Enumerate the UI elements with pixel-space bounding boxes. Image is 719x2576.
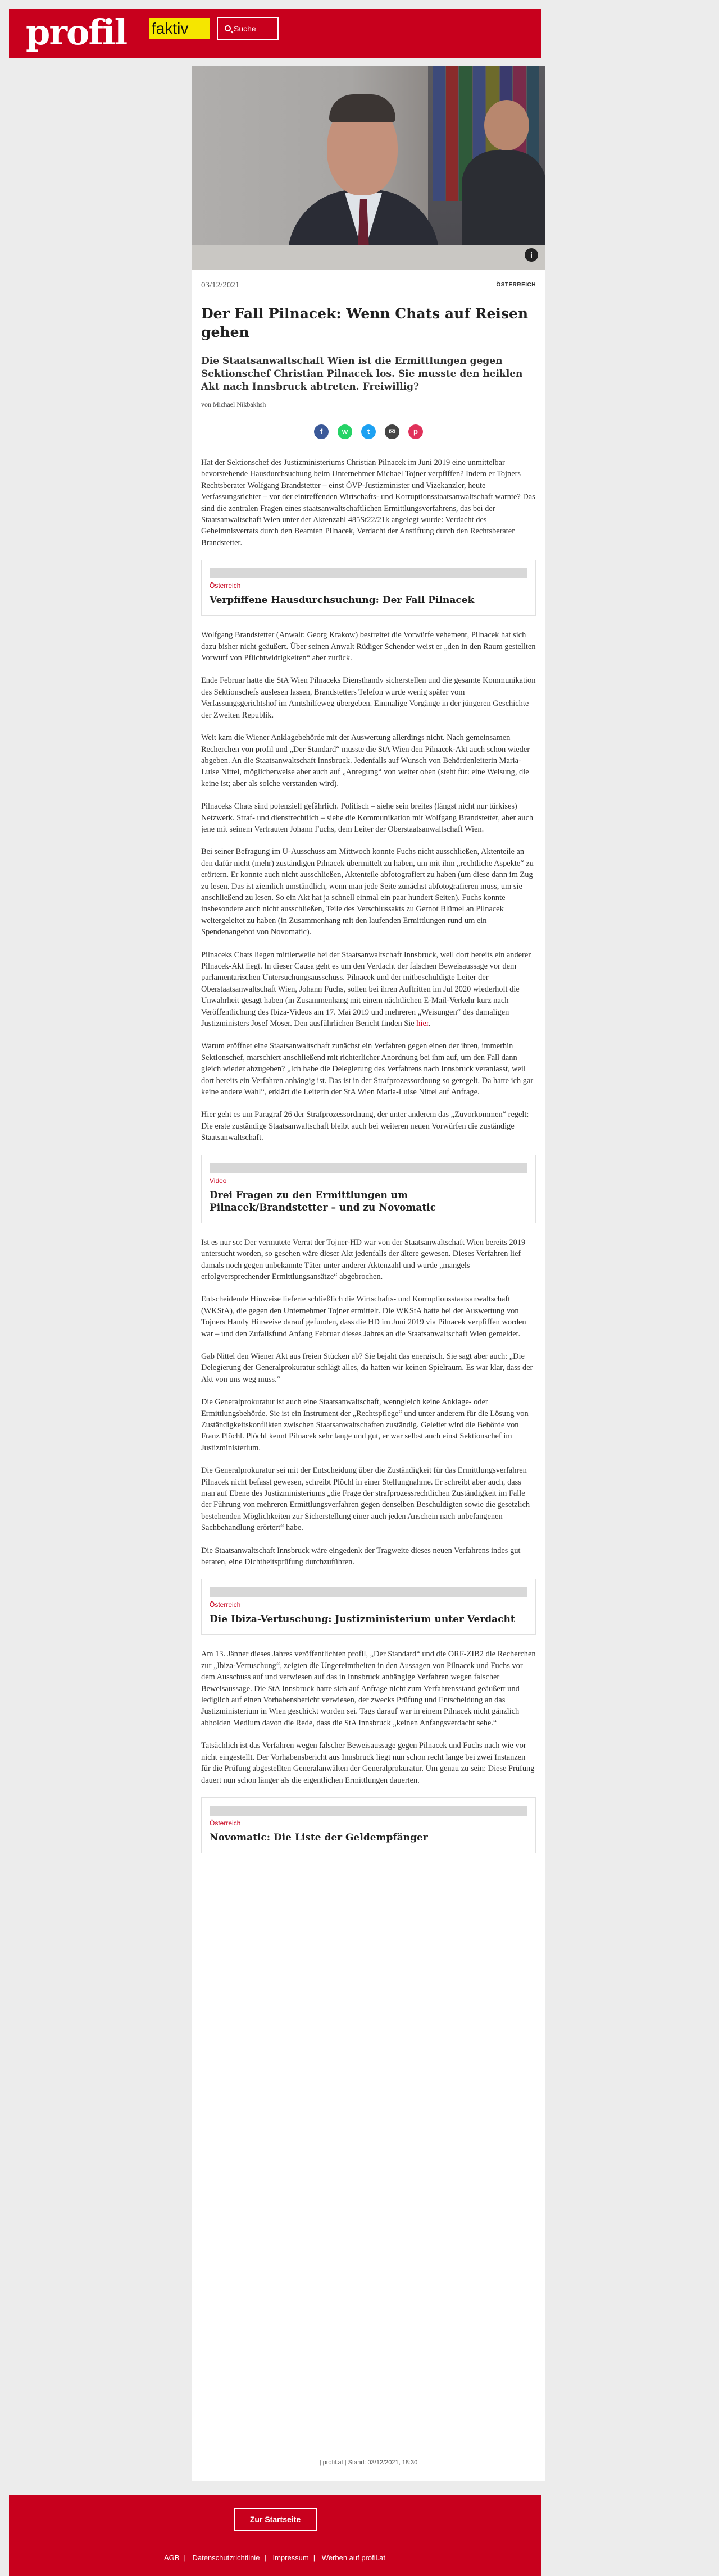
share-bar bbox=[201, 424, 536, 445]
paragraph: Die Generalprokuratur ist auch eine Staatsanwaltschaft, wenngleich keine Anklage- oder Ermittlungsbehörde. Sie ist ein Instrument der „Rechtspflege“ und unter anderem für die Lösung von Zuständigkeitskonflikten zwischen Staatsanwaltschaften zuständig. Geleitet wird die Behörde von Franz Plöchl. Plöchl kennt Pilnacek sehr lange und gut, er war selbst auch einst Sektionschef im Justizministerium. bbox=[201, 1397, 529, 1453]
paragraph: Tatsächlich ist das Verfahren wegen falscher Beweisaussage gegen Pilnacek und Fuchs nach wie vor nicht eingestellt. Der Vorhabensbericht aus Innsbruck liegt nun schon recht lange bei zwei Instanzen für die Prüfung abgestellten Generalanwälten der Generalprokuratur. Um genau zu sein: Diese Prüfung dauert nun schon länger als die eigentlichen Ermittlungen dauerten. bbox=[201, 1741, 535, 1785]
paragraph: Entscheidende Hinweise lieferte schließlich die Wirtschafts- und Korruptionsstaatsanwaltschaft (WKStA), die gegen den Unternehmer Tojner ermittelt. Die WKStA hatte bei der Auswertung von Tojners Handy Hinweise darauf gefunden, dass die HD im Juni 2019 via Pilnacek verpfiffen worden war – und den Zufallsfund Anfang Februar dieses Jahres an die Staatsanwaltschaft Wien gemeldet. bbox=[201, 1295, 526, 1339]
faktiv-badge[interactable]: faktiv bbox=[149, 18, 210, 39]
related-teaser[interactable] bbox=[201, 1155, 536, 1223]
teaser-category: Österreich bbox=[210, 582, 241, 590]
article-title: Der Fall Pilnacek: Wenn Chats auf Reisen gehen bbox=[201, 305, 529, 340]
teaser-title[interactable]: Die Ibiza-Vertuschung: Justizministerium unter Verdacht bbox=[210, 1614, 515, 1625]
profil-logo[interactable]: profil bbox=[26, 12, 127, 53]
paragraph: Bei seiner Befragung im U-Ausschuss am Mittwoch konnte Fuchs nicht ausschließen, Aktenteile an den dafür nicht (mehr) zuständigen Pilnacek übermittelt zu haben, um mit ihm „rechtliche Aspekte“ zu erörtern. Er konnte auch nicht ausschließen, Aktenteile abfotografiert zu haben (um diese dann im Zug zu lesen. Das ist ziemlich umständlich, wenn man jede Seite zunächst abfotografieren muss, um sie anschließend zu lesen. So ein Akt hat ja schnell einmal ein paar hundert Seiten). Fuchs konnte insbesondere auch nicht ausschließen, Teile des Verschlussakts zu Gernot Blümel an Pilnacek weitergeleitet zu haben (in Zusammenhang mit den laufenden Ermittlungen rund um ein Spendenangebot von Novomatic). bbox=[201, 847, 534, 937]
image-info-icon[interactable]: i bbox=[525, 248, 538, 262]
teaser-title[interactable]: Drei Fragen zu den Ermittlungen um Pilnacek/Brandstetter – und zu Novomatic bbox=[210, 1189, 436, 1213]
paragraph: Pilnaceks Chats sind potenziell gefährlich. Politisch – siehe sein breites (längst nicht nur türkises) Netzwerk. Straf- und dienstrechtlich – siehe die Kommunikation mit Wolfgang Brandstetter, aber auch jene mit seinem Vertrauten Johann Fuchs, dem Leiter der Oberstaatsanwaltschaft Wien. bbox=[201, 802, 534, 834]
footer-link-agb[interactable]: AGB bbox=[164, 2554, 180, 2562]
footer-link-datenschutz[interactable]: Datenschutzrichtlinie bbox=[192, 2554, 260, 2562]
article-footer-meta: | profil.at | Stand: 03/12/2021, 18:30 bbox=[319, 2459, 418, 2466]
related-teaser[interactable] bbox=[201, 560, 536, 616]
teaser-category: Österreich bbox=[210, 1819, 241, 1827]
related-teaser[interactable] bbox=[201, 1579, 536, 1635]
whatsapp-share-icon[interactable]: w bbox=[338, 424, 352, 439]
facebook-share-icon[interactable]: f bbox=[314, 424, 329, 439]
paragraph: Ende Februar hatte die StA Wien Pilnaceks Diensthandy sicherstellen und die gesamte Kommunikation des Sektionschefs auslesen lassen, Brandstetters Telefon wurde wenig später vom Verfassungsgerichtshof im Amtshilfeweg übergeben. Einmalige Vorgänge in der jüngeren Geschichte der Zweiten Republik. bbox=[201, 676, 536, 720]
paragraph: Am 13. Jänner dieses Jahres veröffentlichten profil, „Der Standard“ und die ORF-ZIB2 die Recherchen zur „Ibiza-Vertuschung“, zeigten die Ungereimtheiten in den Aussagen von Pilnacek und Fuchs vor dem Ausschuss auf und verwiesen auf das in Innsbruck anhängige Verfahren wegen falscher Beweisaussage. Die StA Innsbruck hatte sich auf Anfrage nicht zum Verfahrensstand geäußert und lediglich auf einen Vorhabensbericht verwiesen, der zwecks Prüfung und Entscheidung an das Justizministerium in Wien geschickt worden sei. Tags darauf war in einem Pilnacek nicht gänzlich abholden Medium davon die Rede, dass die StA Innsbruck „keinen Anfangsverdacht sehe.“ bbox=[201, 1650, 536, 1728]
paragraph: Hier geht es um Paragraf 26 der Strafprozessordnung, der unter anderem das „Zuvorkommen“ regelt: Die erste zuständige Staatsanwaltschaft bleibt auch bei weiteren neuen Vorwürfen die zuständige Staatsanwaltschaft. bbox=[201, 1110, 529, 1143]
paragraph: Die Staatsanwaltschaft Innsbruck wäre eingedenk der Tragweite dieses neuen Verfahrens indes gut beraten, eine Dichtheitsprüfung durchzuführen. bbox=[201, 1546, 521, 1567]
search-button[interactable] bbox=[217, 17, 279, 40]
paragraph: Wolfgang Brandstetter (Anwalt: Georg Krakow) bestreitet die Vorwürfe vehement, Pilnacek hat sich dazu bisher nicht geäußert. Über seinen Anwalt Rüdiger Schender weist er „den in den Raum gestellten Vorwurf von Pflichtwidrigkeiten“ aber zurück. bbox=[201, 631, 536, 663]
teaser-title[interactable]: Verpfiffene Hausdurchsuchung: Der Fall Pilnacek bbox=[210, 595, 475, 606]
article-lead: Die Staatsanwaltschaft Wien ist die Ermittlungen gegen Sektionschef Christian Pilnacek los. Sie musste den heiklen Akt nach Innsbruck abtreten. Freiwillig? bbox=[201, 355, 523, 392]
article-meta bbox=[201, 277, 536, 294]
related-teaser[interactable] bbox=[201, 1797, 536, 1853]
article bbox=[192, 66, 545, 2481]
twitter-share-icon[interactable]: t bbox=[361, 424, 376, 439]
paragraph: Warum eröffnet eine Staatsanwaltschaft zunächst ein Verfahren gegen einen der ihren, immerhin Sektionschef, marschiert anschließend mit richterlicher Anordnung bei ihm auf, um den Fall dann gleich wieder abzugeben? „Ich habe die Delegierung des Verfahrens nach Innsbruck veranlasst, weil dort bereits ein Verfahren anhängig ist. Das ist in der Strafprozessordnung so geregelt. Da hatte ich gar keine andere Wahl“, erklärt die Leiterin der StA Wien Maria-Luise Nittel auf Anfrage. bbox=[201, 1042, 534, 1097]
hier-link[interactable]: hier bbox=[416, 1019, 429, 1029]
site-header bbox=[9, 9, 541, 58]
teaser-title[interactable]: Novomatic: Die Liste der Geldempfänger bbox=[210, 1831, 428, 1843]
search-label: Suche bbox=[234, 24, 256, 33]
paragraph: Weit kam die Wiener Anklagebehörde mit der Auswertung allerdings nicht. Nach gemeinsamen Recherchen von profil und „Der Standard“ musste die StA Wien den Pilnacek-Akt auch schon wieder abgeben. An die Staatsanwaltschaft Innsbruck. Jedenfalls auf Wunsch von Behördenleiterin Maria-Luise Nittel, möglicherweise aber auch auf „Anregung“ von weiter oben (steht für: eine Weisung, die keine ist; aber als solche verstanden wird). bbox=[201, 733, 530, 788]
article-date: 03/12/2021 bbox=[201, 281, 240, 290]
paragraph: Ist es nur so: Der vermutete Verrat der Tojner-HD war von der Staatsanwaltschaft Wien bereits 2019 untersucht worden, so gesehen wäre dieser Akt jedenfalls der ältere gewesen. Dieses Verfahren lief damals noch gegen unbekannte Täter unter anderer Aktenzahl und wurde „mangels erfolgversprechender Ermittlungsansätze“ abgebrochen. bbox=[201, 1237, 526, 1281]
pocket-share-icon[interactable]: p bbox=[408, 424, 423, 439]
teaser-category: Video bbox=[210, 1176, 227, 1185]
search-icon bbox=[225, 25, 231, 31]
paragraph: Hat der Sektionschef des Justizministeriums Christian Pilnacek im Juni 2019 eine unmittelbar bevorstehende Hausdurchsuchung beim Unternehmer Michael Tojner verpfiffen? Indem er Tojners Rechtsberater Wolfgang Brandstetter – einst ÖVP-Justizminister und Vizekanzler, heute Verfassungsrichter – vor der eintreffenden Wirtschafts- und Korruptionsstaatsanwaltschaft warnte? Das sind die zentralen Fragen eines staatsanwaltschaftlichen Ermittlungsverfahrens, das bei der Staatsanwaltschaft Wien unter der Aktenzahl 485St22/21k angelegt wurde: Verdacht des Geheimnisverrats durch den Beamten Pilnacek, Verdacht der Anstiftung durch den Rechtsberater Brandstetter. bbox=[201, 458, 535, 547]
paragraph-with-link: Pilnaceks Chats liegen mittlerweile bei der Staatsanwaltschaft Innsbruck, weil dort bereits ein anderer Pilnacek-Akt liegt. In dieser Causa geht es um den Verdacht der falschen Beweisaussage vor dem parlamentarischen Untersuchungsausschuss. Pilnacek und der mitbeschuldigte Leiter der Oberstaatsanwaltschaft Wien, Johann Fuchs, sollen bei ihren Auftritten im Jul 2020 wiederholt die Unwahrheit gesagt haben (in Zusammenhang mit einem nächtlichen E-Mail-Verkehr kurz nach Veröffentlichung des Ibiza-Videos am 17. Mai 2019 und mehreren „Weisungen“ des damaligen Justizministers Josef Moser. Den ausführlichen Bericht finden Sie hier. bbox=[201, 950, 531, 1029]
teaser-category: Österreich bbox=[210, 1601, 241, 1609]
footer-link-impressum[interactable]: Impressum bbox=[272, 2554, 309, 2562]
hero-image bbox=[192, 66, 545, 270]
home-button[interactable]: Zur Startseite bbox=[234, 2508, 317, 2531]
site-footer bbox=[9, 2495, 541, 2576]
footer-links: AGB | Datenschutzrichtlinie | Impressum | Werben auf profil.at bbox=[164, 2554, 385, 2562]
mail-share-icon[interactable]: ✉ bbox=[385, 424, 399, 439]
footer-link-werben[interactable]: Werben auf profil.at bbox=[321, 2554, 385, 2562]
paragraph: Gab Nittel den Wiener Akt aus freien Stücken ab? Sie bejaht das energisch. Sie sagt aber auch: „Die Delegierung der Generalprokuratur schlägt alles, da hatten wir keinen Spielraum. Es war klar, dass der Akt von uns weg muss.“ bbox=[201, 1351, 533, 1384]
article-category[interactable]: ÖSTERREICH bbox=[496, 282, 536, 288]
article-byline: von Michael Nikbakhsh bbox=[201, 400, 266, 408]
article-content bbox=[201, 304, 536, 1867]
paragraph: Die Generalprokuratur sei mit der Entscheidung über die Zuständigkeit für das Ermittlungsverfahren Pilnacek nicht befasst gewesen, schreibt Plöchl in einer Stellungnahme. Er schreibt aber auch, dass man auf Ebene des Justizministeriums „die Frage der strafprozessrechtlichen Zuständigkeit im Falle der Führung von mehreren Ermittlungsverfahren gegen denselben Beschuldigten sowie die gesetzlich bestehenden Möglichkeiten zur Sicherstellung einer auch jeden Anschein nach unbefangenen Sachbehandlung erörtert“ habe. bbox=[201, 1466, 530, 1533]
